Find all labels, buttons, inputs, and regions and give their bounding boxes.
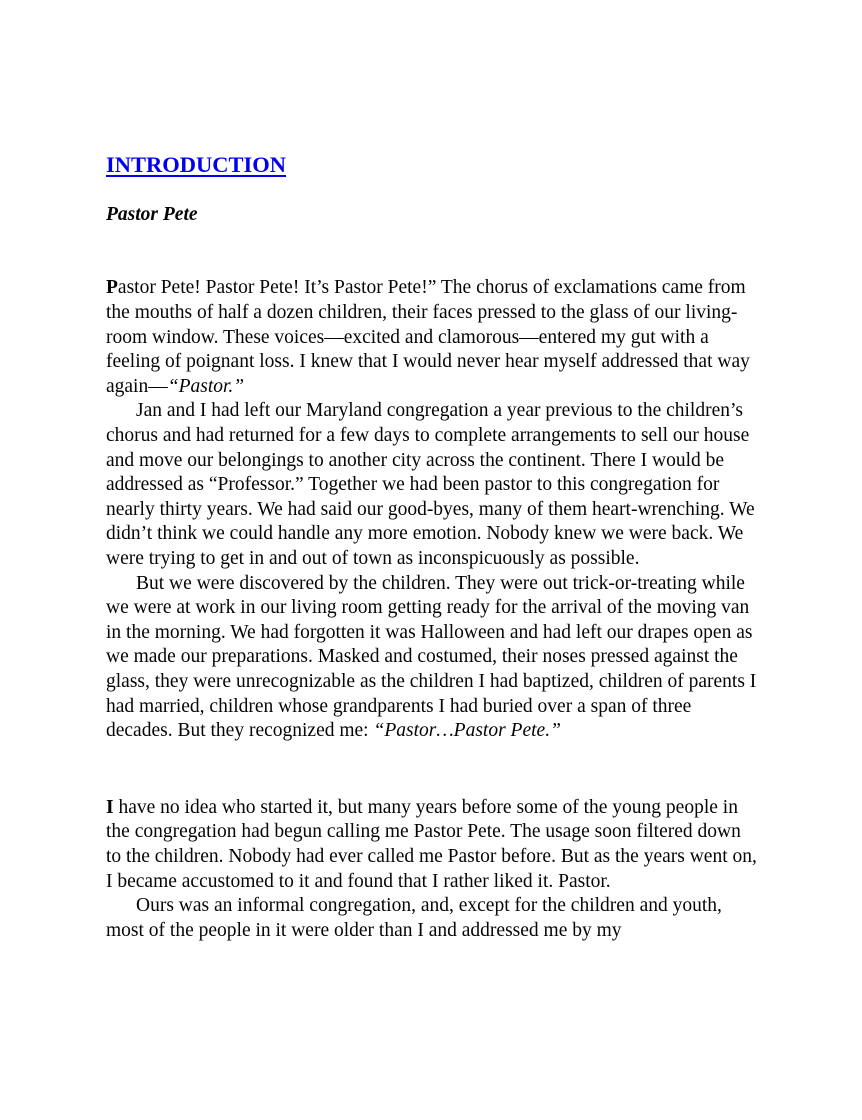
paragraph-text: But we were discovered by the children. They were out trick-or-treating while we were at work in our living room getting ready for the arrival of the moving van in the morning. We had forgotten it was Halloween and had left our drapes open as we made our preparations. Masked and costumed, their noses pressed against the glass, they were unrecognizable as the children I had baptized, children of parents I had married, children whose grandparents I had buried over a span of three decades. But they recognized me:: [106, 572, 757, 742]
chapter-subtitle: Pastor Pete: [106, 203, 198, 225]
page-content: [106, 152, 758, 943]
paragraph: [106, 572, 758, 744]
chapter-title-link[interactable]: INTRODUCTION: [106, 152, 287, 177]
drop-cap: P: [106, 277, 118, 299]
paragraph: [106, 399, 758, 571]
body-text: [106, 276, 758, 943]
paragraph: [106, 894, 758, 943]
paragraph-text: astor Pete! Pastor Pete! It’s Pastor Pete!” The chorus of exclamations came from the mouths of half a dozen children, their faces pressed to the glass of our living-room window. These voices—excited and clamorous—entered my gut with a feeling of poignant loss. I knew that I would never hear myself addressed that way again—: [106, 277, 750, 397]
paragraph-text: Jan and I had left our Maryland congregation a year previous to the children’s chorus and had returned for a few days to complete arrangements to sell our house and move our belongings to another city across the continent. There I would be addressed as “Professor.” Together we had been pastor to this congregation for nearly thirty years. We had said our good-byes, many of them heart-wrenching. We didn’t think we could handle any more emotion. Nobody knew we were back. We were trying to get in and out of town as inconspicuously as possible.: [106, 400, 755, 569]
italic-phrase: “Pastor.”: [167, 375, 245, 397]
paragraph: [106, 796, 758, 894]
paragraph: [106, 276, 758, 399]
drop-cap: I: [106, 796, 114, 818]
paragraph-text: Ours was an informal congregation, and, except for the children and youth, most of the people in it were older than I and addressed me by my: [106, 895, 722, 941]
italic-phrase: “Pastor…Pastor Pete.”: [373, 720, 561, 742]
paragraph-text: have no idea who started it, but many years before some of the young people in the congregation had begun calling me Pastor Pete. The usage soon filtered down to the children. Nobody had ever called me Pastor before. But as the years went on, I became accustomed to it and found that I rather liked it. Pastor.: [106, 796, 757, 892]
